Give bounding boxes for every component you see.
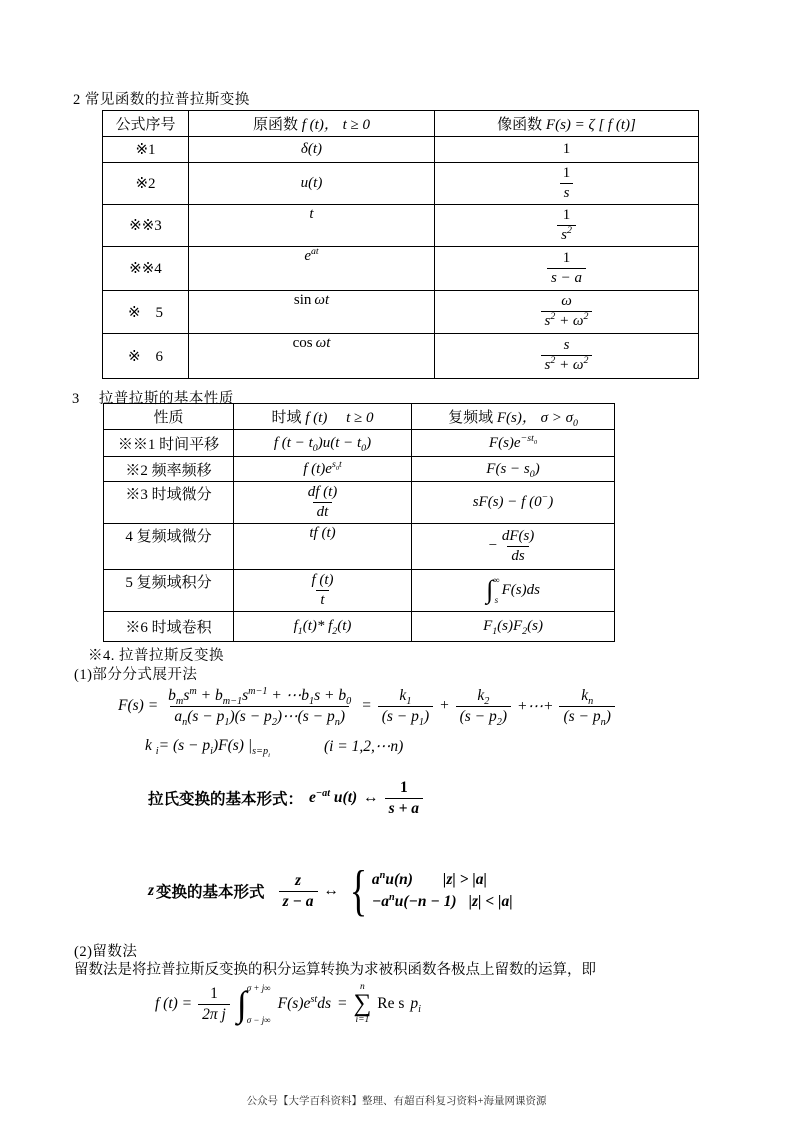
residue-description: 留数法是将拉普拉斯反变换的积分运算转换为求被积函数各极点上留数的运算，即 <box>74 962 596 978</box>
footer-note: 公众号【大学百科资料】整理、有超百科复习资料+海量网课资源 <box>246 1096 547 1107</box>
fraction: $\frac{1}{s - a}$ <box>547 249 586 288</box>
fraction: $\frac{1}{s + a}$ <box>385 778 423 818</box>
table-row <box>103 204 699 246</box>
table-row <box>103 137 699 163</box>
cell-property: ※3 时域微分 <box>104 482 234 524</box>
table-row <box>104 611 615 641</box>
section4-method1: (1)部分分式展开法 <box>74 667 198 683</box>
cell-freq: sF(s) − f (0−) <box>412 482 615 524</box>
table-row <box>104 523 615 569</box>
header-formula-no: 公式序号 <box>103 111 189 137</box>
fraction: $\frac{s}{s^2 + \omega^2}$ <box>541 336 593 375</box>
cell-freq: $F(s)e^{-st_0}$ <box>412 430 615 457</box>
fraction: $\frac{\omega}{s^2 + \omega^2}$ <box>541 292 593 331</box>
header-original-function: 原函数 f (t)， t ≥ 0 <box>189 111 435 137</box>
table-header-row <box>104 404 615 430</box>
cell-original: u(t) <box>189 163 435 205</box>
fraction: $\frac{df (t)}{dt}$ <box>307 484 338 520</box>
header-image-function: 像函数 F(s) = ζ [ f (t)] <box>435 111 699 137</box>
cell-no: ※2 <box>103 163 189 205</box>
cell-property: ※2 频率频移 <box>104 457 234 482</box>
cell-time: tf (t) <box>234 523 412 569</box>
cell-time <box>234 482 412 524</box>
cell-image <box>435 333 699 378</box>
table-row <box>104 457 615 482</box>
cell-freq <box>412 569 615 611</box>
fraction: $\frac{z}{z - a}$ <box>279 871 318 911</box>
laplace-properties-table <box>103 403 615 642</box>
case-row: $a^nu(n)$ |z| > |a| <box>371 869 487 888</box>
table-row <box>103 333 699 378</box>
residue-formula: f (t) = $\frac{1}{\text{2π j}}$ ∫ σ + j∞ σ − j∞ $F(s)e^{st}ds$ = n ∑ i=1 Re s $p_i$ <box>155 981 422 1025</box>
integral: ∫ ∞ s F(s)ds <box>486 575 540 605</box>
fraction: $\frac{1}{s^2}$ <box>557 206 576 245</box>
cell-property: 5 复频域积分 <box>104 569 234 611</box>
cases-block <box>345 859 513 922</box>
cell-original: δ(t) <box>189 137 435 163</box>
partial-fraction-formula: F(s) = $\frac{b_ms^m + b_{m-1}s^{m-1} + \cdots b_1s + b_0}{a_n(s - p_1)(s - p_2)\cdots(s - p_n)}$ = $\frac{k_1}{(s - p_1)}$ + $\frac{k_2}{(s - p_2)}$ +⋯+ $\frac{k_n}{(s - p_n)}$ <box>118 682 615 730</box>
header-property: 性质 <box>104 404 234 430</box>
contour-integral: ∫ σ + j∞ σ − j∞ <box>236 983 271 1025</box>
cell-image <box>435 204 699 246</box>
cell-no: ※※3 <box>103 204 189 246</box>
cell-property: ※6 时域卷积 <box>104 611 234 641</box>
left-brace: { <box>349 859 368 922</box>
fraction: $\frac{k_1}{(s - p_1)}$ <box>378 686 433 726</box>
cell-freq: $F_1(s)F_2(s)$ <box>412 611 615 641</box>
cell-no: ※※4 <box>103 246 189 290</box>
table-header-row <box>103 111 699 137</box>
table-row <box>104 569 615 611</box>
cell-original: sin ωt <box>189 290 435 333</box>
header-time-domain: 时域 f (t) t ≥ 0 <box>234 404 412 430</box>
cell-image <box>435 290 699 333</box>
cell-no: ※ 6 <box>103 333 189 378</box>
section4-method2: (2)留数法 <box>74 944 138 960</box>
fraction: $\frac{k_2}{(s - p_2)}$ <box>456 686 511 726</box>
cell-time: f $(t)e^{s_0t}$ <box>234 457 412 482</box>
table-row <box>104 482 615 524</box>
case-row: $-a^nu(-n - 1)$ |z| < |a| <box>371 891 513 910</box>
summation: n ∑ i=1 <box>353 981 372 1025</box>
ki-formula: k $_i= (s - p_i)F(s)$ $|_{s=p_i}$ (i = 1,2,⋯n) <box>145 737 404 760</box>
table-row <box>103 163 699 205</box>
table-row <box>104 430 615 457</box>
section3-title: 3 拉普拉斯的基本性质 <box>72 391 234 407</box>
cell-freq: $F(s - s_0)$ <box>412 457 615 482</box>
cell-no: ※ 5 <box>103 290 189 333</box>
cell-time: f $(t - t_0)u(t - t_0)$ <box>234 430 412 457</box>
cell-time <box>234 569 412 611</box>
cell-image: 1 <box>435 137 699 163</box>
cell-freq: − $\frac{dF(s)}{ds}$ <box>412 523 615 569</box>
cell-image <box>435 246 699 290</box>
section4-title: ※4. 拉普拉斯反变换 <box>88 648 224 664</box>
laplace-basic-form: 拉氏变换的基本形式： $e^{-at}$ u(t) ↔ $\frac{1}{s + a}$ <box>148 778 423 818</box>
table-row <box>103 246 699 290</box>
cell-image <box>435 163 699 205</box>
cell-original: $e^{at}$ <box>189 246 435 290</box>
header-s-domain: 复频域 F(s)， $\sigma > \sigma_0$ <box>412 404 615 430</box>
fraction: $\frac{b_ms^m + b_{m-1}s^{m-1} + \cdots b_1s + b_0}{a_n(s - p_1)(s - p_2)\cdots(s - p_n)}$ <box>168 685 352 728</box>
cell-property: ※※1 时间平移 <box>104 430 234 457</box>
table-row <box>103 290 699 333</box>
fraction: $\frac{k_n}{(s - p_n)}$ <box>559 686 614 726</box>
cell-property: 4 复频域微分 <box>104 523 234 569</box>
cell-original: cos ωt <box>189 333 435 378</box>
fraction: $\frac{1}{s}$ <box>559 164 575 203</box>
fraction: $\frac{f (t)}{t}$ <box>311 571 334 608</box>
z-basic-form: z 变换的基本形式 $\frac{z}{z - a}$ ↔ { $a^nu(n)$ |z| > |a| $-a^nu(-n - 1)$ |z| < |a| <box>148 859 513 922</box>
section2-title: 2 常见函数的拉普拉斯变换 <box>73 92 250 108</box>
fraction: $\frac{1}{\text{2π j}}$ <box>198 984 230 1024</box>
common-transforms-table <box>102 110 699 379</box>
cell-original: t <box>189 204 435 246</box>
cell-no: ※1 <box>103 137 189 163</box>
cell-time: $f_1(t)*$ $f_2(t)$ <box>234 611 412 641</box>
fraction: $\frac{dF(s)}{ds}$ <box>501 527 535 564</box>
